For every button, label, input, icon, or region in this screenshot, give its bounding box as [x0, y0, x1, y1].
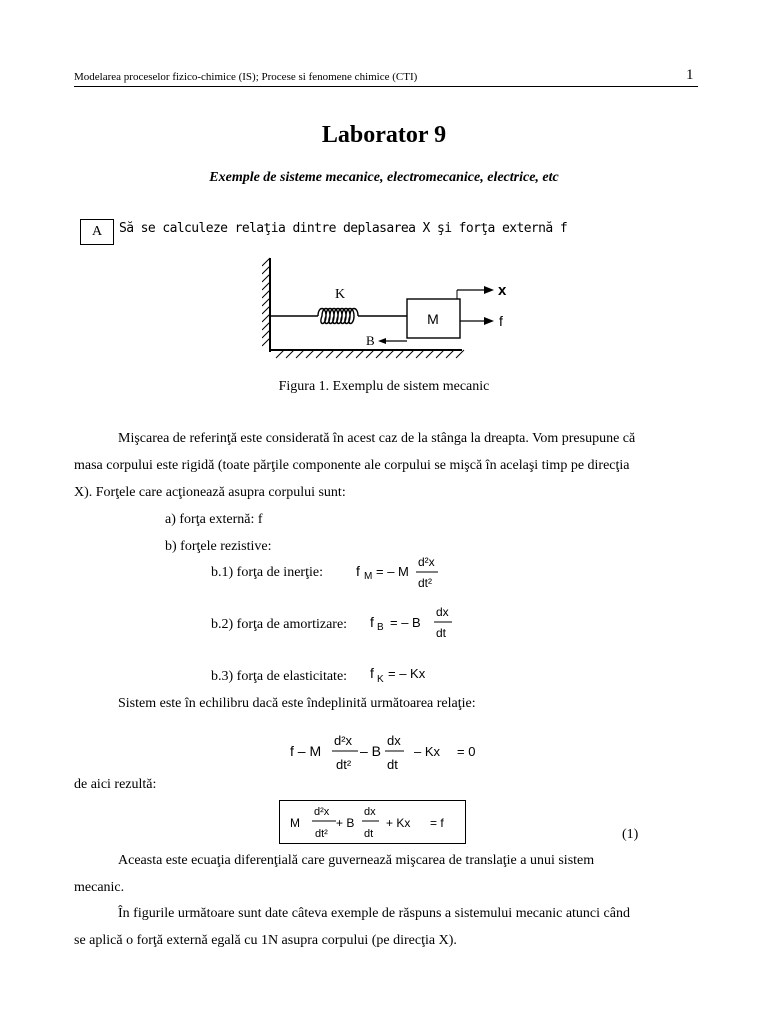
- eq-fb-den: dt: [436, 626, 447, 640]
- f-label: f: [499, 313, 503, 329]
- para3-line2: se aplică o forţă externă egală cu 1N asupra corpului (pe direcţia X).: [74, 933, 457, 948]
- eq-bal-den2: dt: [387, 757, 398, 772]
- eq-bal-minus-kx: – Kx: [414, 744, 441, 759]
- eq-box-den2: dt: [364, 828, 374, 840]
- eq-box-plus-b: + B: [336, 816, 355, 830]
- eq-bal-num1: d²x: [334, 733, 353, 748]
- page-number: 1: [686, 67, 694, 83]
- para3-line1: În figurile următoare sunt date câteva exemple de răspuns a sistemului mecanic atunci când: [118, 906, 630, 921]
- para1-line3: X). Forţele care acţionează asupra corpului sunt:: [74, 485, 346, 500]
- task-label-box: A: [80, 219, 114, 245]
- eq-fm-num: d²x: [418, 555, 435, 569]
- para2-line2: mecanic.: [74, 880, 125, 895]
- eq-box-m: M: [290, 816, 300, 830]
- page-header-course: Modelarea proceselor fizico-chimice (IS); Procese si fenomene chimice (CTI): [74, 71, 418, 83]
- para2-line1: Aceasta este ecuaţia diferenţială care guvernează mişcarea de translaţie a unui sistem: [118, 853, 595, 868]
- eq-fk-rhs: = – Kx: [388, 666, 426, 681]
- list-item-b: b) forţele rezistive:: [165, 539, 272, 554]
- eq-fm-f: f: [356, 563, 360, 579]
- eq-bal-eq-zero: = 0: [457, 744, 476, 759]
- eq-fm-den: dt²: [418, 576, 433, 590]
- mechanical-system-figure: [262, 252, 522, 364]
- eq-bal-f-minus-m: f – M: [290, 743, 322, 759]
- f-arrowhead: [484, 317, 494, 325]
- inertia-force-equation: [354, 552, 444, 590]
- damping-force-equation: [368, 601, 458, 641]
- list-item-b1: b.1) forţa de inerţie:: [211, 565, 323, 580]
- x-arrowhead: [484, 286, 494, 294]
- header-rule: [74, 86, 698, 87]
- boxed-equation-svg: [280, 801, 465, 843]
- eq-fb-num: dx: [436, 605, 449, 619]
- eq-fb-sub: B: [377, 622, 384, 633]
- eq-fm-rhs: = – M: [376, 564, 409, 579]
- page-title: Laborator 9: [321, 122, 447, 148]
- damper-arrowhead: [378, 338, 386, 344]
- floor-hatch: [276, 350, 464, 358]
- result-intro: de aici rezultă:: [74, 777, 157, 792]
- para1-line1: Mişcarea de referinţă este considerată în acest caz de la stânga la dreapta. Vom presupune că: [118, 431, 636, 446]
- list-item-a: a) forţa externă: f: [165, 512, 263, 527]
- eq-box-num2: dx: [364, 806, 376, 818]
- list-item-b2: b.2) forţa de amortizare:: [211, 617, 348, 632]
- wall-hatch: [262, 258, 270, 346]
- mass-label: M: [427, 311, 439, 327]
- eq-fk-sub: K: [377, 674, 384, 685]
- eq-box-plus-kx: + Kx: [386, 816, 411, 830]
- elastic-force-equation: [368, 662, 448, 686]
- eq-bal-den1: dt²: [336, 757, 352, 772]
- list-item-b3: b.3) forţa de elasticitate:: [211, 669, 348, 684]
- page-subtitle: Exemple de sisteme mecanice, electromecanice, electrice, etc: [209, 170, 559, 185]
- eq-fm-sub: M: [364, 571, 373, 582]
- eq-box-num1: d²x: [314, 806, 330, 818]
- damper-label: B: [366, 333, 375, 348]
- task-statement: Să se calculeze relaţia dintre deplasarea X şi forţa externă f: [119, 221, 568, 236]
- equation-number: (1): [622, 827, 639, 842]
- eq-fk-f: f: [370, 665, 374, 681]
- eq-fb-f: f: [370, 614, 374, 630]
- boxed-equation: [279, 800, 466, 844]
- equilibrium-text: Sistem este în echilibru dacă este îndeplinită următoarea relaţie:: [118, 696, 476, 711]
- spring-label: K: [334, 287, 346, 302]
- spring: [270, 309, 407, 324]
- eq-bal-minus-b: – B: [360, 743, 382, 759]
- figure-caption: Figura 1. Exemplu de sistem mecanic: [278, 379, 490, 394]
- para1-line2: masa corpului este rigidă (toate părţile componente ale corpului se mişcă în acelaşi timp pe direcţia: [74, 458, 630, 473]
- x-label: x: [498, 282, 507, 299]
- eq-bal-num2: dx: [387, 733, 401, 748]
- eq-fb-rhs: = – B: [390, 615, 421, 630]
- eq-box-den1: dt²: [315, 828, 328, 840]
- eq-box-eq-f: = f: [430, 816, 444, 830]
- equilibrium-equation: [290, 730, 490, 772]
